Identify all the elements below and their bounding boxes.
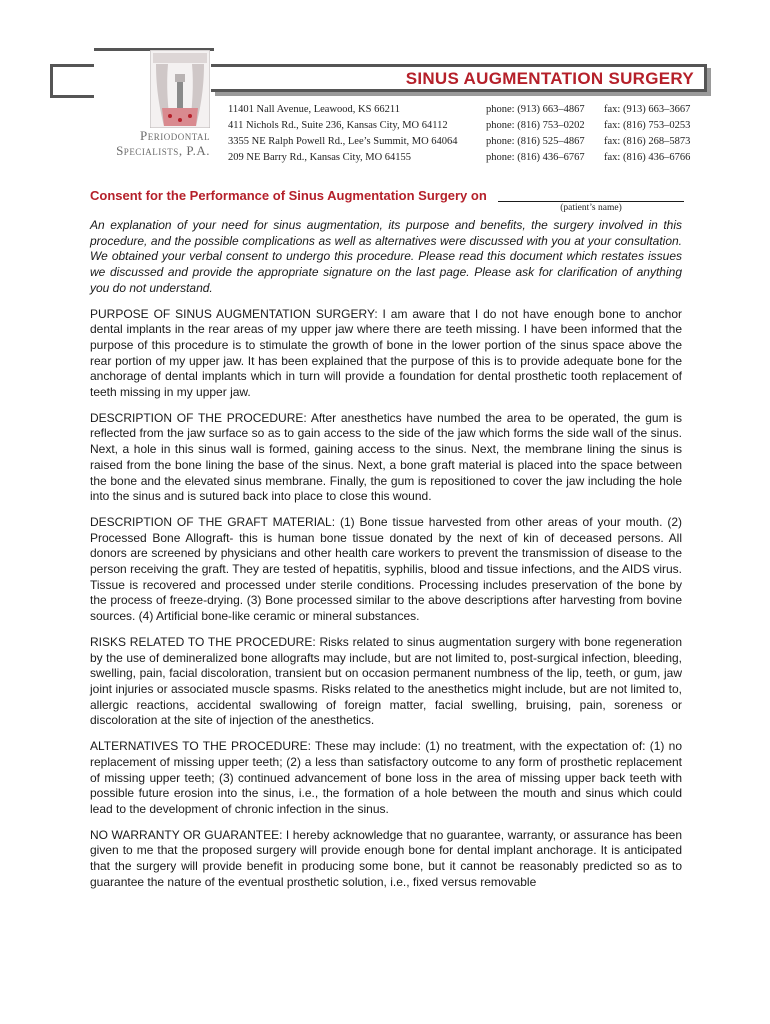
logo-line-1: Periodontal [140, 128, 210, 143]
patient-name-caption: (patient’s name) [560, 203, 622, 213]
periodontal-logo-graphic [150, 50, 210, 128]
title-bar [211, 64, 707, 92]
location-fax: fax: (816) 436–6766 [604, 152, 691, 163]
document-title: SINUS AUGMENTATION SURGERY [405, 69, 694, 88]
location-address: 11401 Nall Avenue, Leawood, KS 66211 [228, 104, 400, 115]
header-frame-left [50, 64, 94, 98]
location-phone: phone: (913) 663–4867 [486, 104, 585, 115]
location-fax: fax: (816) 753–0253 [604, 120, 691, 131]
location-row [228, 104, 698, 120]
section-risks: RISKS RELATED TO THE PROCEDURE: Risks related to sinus augmentation surgery with bone regeneration by the use of demineralized bone allografts may include, but are not limited to, post-surgical infection, bleeding, swelling, pain, facial discoloration, transient but on occasion permanent numbness of the lip, teeth, or gum, jaw joint injuries or associated muscle spasms. Risks related to the anesthetics might include, but are not limited to, allergic reactions, accidental swallowing of foreign matter, facial swelling, bruising, pain, soreness or discoloration at the site of injection of the anesthetics. [90, 634, 682, 728]
location-row [228, 120, 698, 136]
location-row [228, 136, 698, 152]
section-alternatives: ALTERNATIVES TO THE PROCEDURE: These may include: (1) no treatment, with the expectation of: (1) no replacement of missing upper teeth; (2) a less than satisfactory outcome to any form of prosthetic replacement of missing upper teeth; (3) continued advancement of bone loss in the area of missing upper back teeth with possible future erosion into the sinus, i.e., the formation of a hole between the mouth and sinus which could lead to the development of chronic infection in the sinus. [90, 739, 682, 816]
location-fax: fax: (913) 663–3667 [604, 104, 691, 115]
location-phone: phone: (816) 436–6767 [486, 152, 585, 163]
logo-wordmark [90, 128, 210, 158]
consent-heading: Consent for the Performance of Sinus Augmentation Surgery on [90, 188, 487, 203]
office-locations [228, 104, 698, 168]
location-address: 411 Nichols Rd., Suite 236, Kansas City, MO 64112 [228, 120, 448, 131]
document-body [90, 218, 682, 900]
location-phone: phone: (816) 753–0202 [486, 120, 585, 131]
logo-line-2: Specialists, P.A. [116, 143, 210, 158]
section-graft-material: DESCRIPTION OF THE GRAFT MATERIAL: (1) Bone tissue harvested from other areas of your mouth. (2) Processed Bone Allograft- this is human bone tissue donated by the next of kin of deceased persons. All donors are screened by physicians and other health care workers to prevent the transmission of disease to the person receiving the graft. They are tested of hepatitis, syphilis, blood and tissue infections, and the AIDS virus. Tissue is recovered and processed under sterile conditions. Processing includes preservation of the bone by the process of freeze-drying. (3) Bone processed similar to the above descriptions after harvesting from bovine sources. (4) Artificial bone-like ceramic or mineral substances. [90, 514, 682, 624]
location-row [228, 152, 698, 168]
location-fax: fax: (816) 268–5873 [604, 136, 691, 147]
location-phone: phone: (816) 525–4867 [486, 136, 585, 147]
location-address: 3355 NE Ralph Powell Rd., Lee’s Summit, MO 64064 [228, 136, 458, 147]
location-address: 209 NE Barry Rd., Kansas City, MO 64155 [228, 152, 412, 163]
section-procedure: DESCRIPTION OF THE PROCEDURE: After anesthetics have numbed the area to be operated, the gum is reflected from the jaw surface so as to gain access to the side of the jaw which forms the side wall of the sinus. Next, a hole in this sinus wall is formed, gaining access to the sinus. Next, the membrane lining the sinus is raised from the bone lining the base of the sinus. Next, a bone graft material is placed into the space between the bone and the elevated sinus membrane. Finally, the gum is repositioned to cover the jaw including the hole into the sinus and is sutured back into place to close this wound. [90, 410, 682, 504]
section-purpose: PURPOSE OF SINUS AUGMENTATION SURGERY: I am aware that I do not have enough bone to anchor dental implants in the rear areas of my upper jaw where there are teeth missing. I have been informed that the purpose of this procedure is to stimulate the growth of bone in the lower portion of the sinus space above the rear portion of my upper jaw. It has been explained that the purpose of this is to provide adequate bone for the anchorage of dental implants which in turn will provide a foundation for dental prosthetic tooth replacement of teeth missing in my upper jaw. [90, 306, 682, 400]
section-no-warranty: NO WARRANTY OR GUARANTEE: I hereby acknowledge that no guarantee, warranty, or assurance has been given to me that the proposed surgery will provide enough bone for dental implant anchorage. It is anticipated that the surgery will provide benefit in producing some bone, but it cannot be reasonably predicted so as to guarantee the nature of the eventual prosthetic solution, i.e., fixed versus removable [90, 827, 682, 889]
intro-paragraph: An explanation of your need for sinus augmentation, its purpose and benefits, the surgery involved in this procedure, and the possible complications as well as alternatives were discussed with you at your consultation. We obtained your verbal consent to undergo this procedure. Please read this document which restates issues we discussed and provide the appropriate signature on the last page. Please ask for clarification of anything you do not understand. [90, 218, 682, 295]
patient-name-field[interactable] [498, 201, 684, 202]
